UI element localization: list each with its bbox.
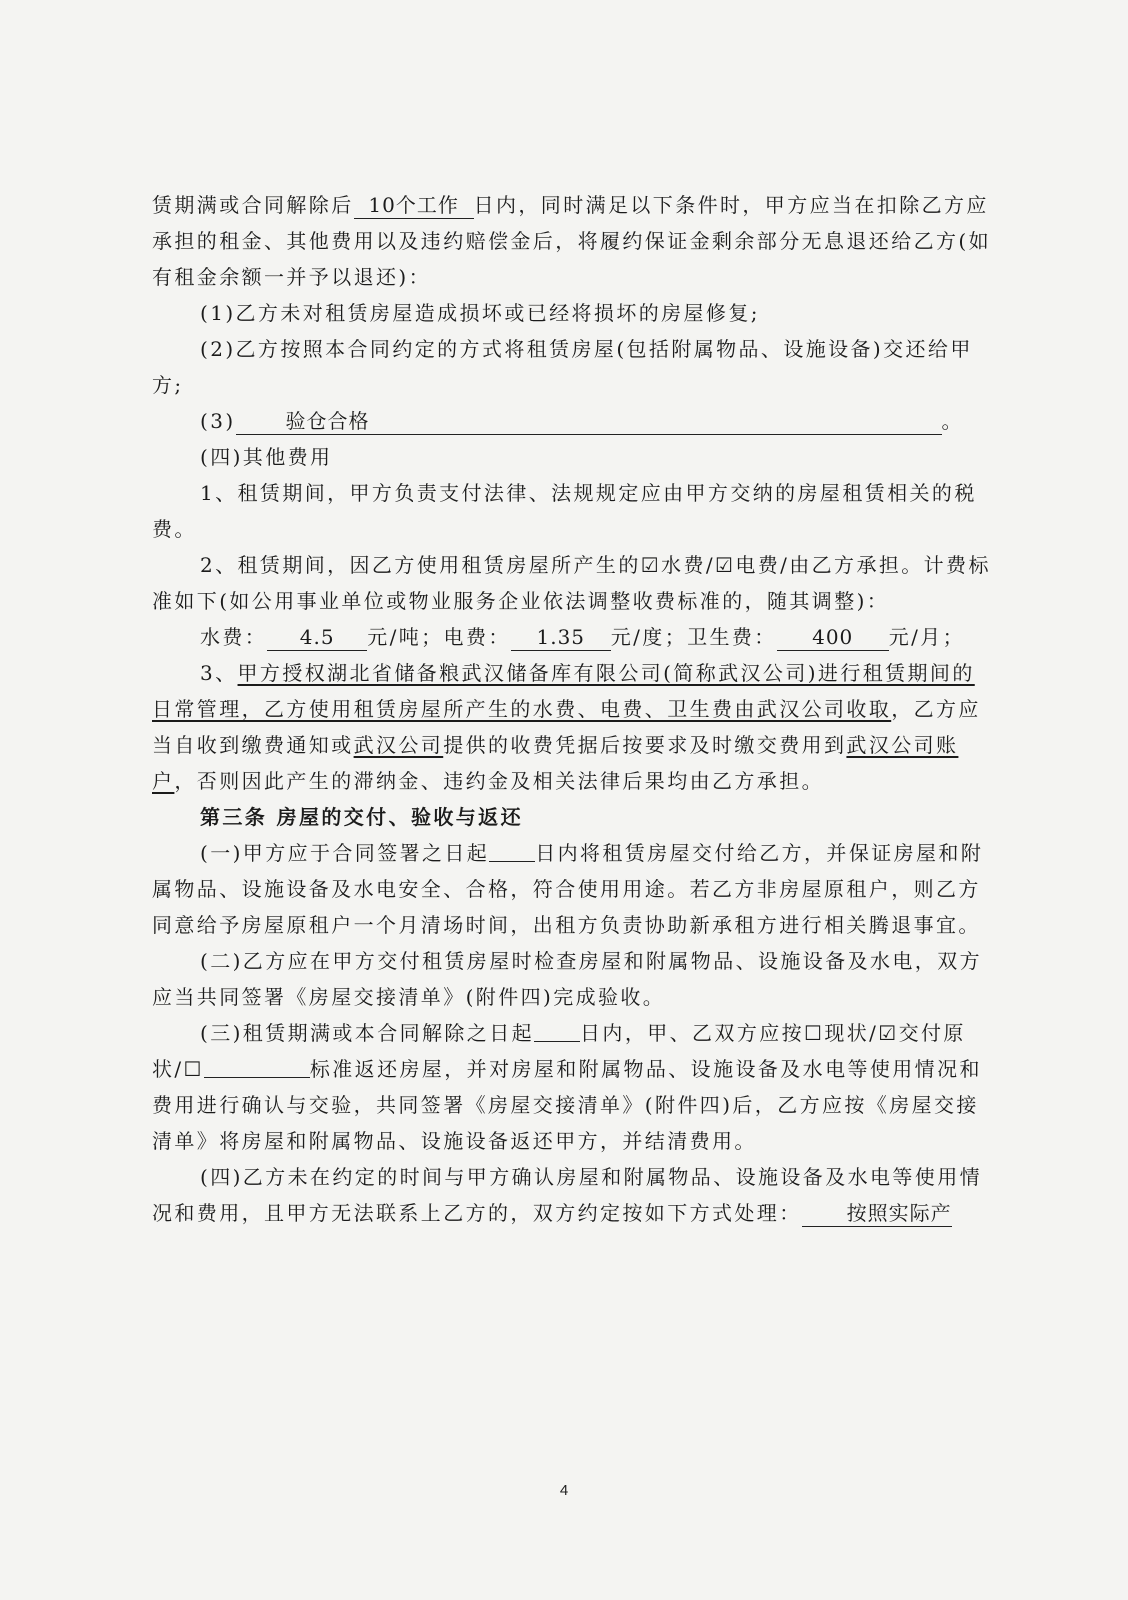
delivery-clause-1 [152, 835, 992, 943]
delivery-clause-3 [152, 1015, 992, 1159]
text-run: 日内，甲、乙双方应按☐现状/☑交付原状/☐ [152, 1021, 966, 1081]
other-standard-blank [204, 1051, 310, 1078]
return-days-blank [534, 1015, 580, 1042]
condition-3 [152, 403, 992, 439]
sanitation-fee-unit: 元/月； [888, 625, 966, 649]
text-run: 日内将租赁房屋交付给乙方，并保证房屋和附属物品、设施设备及水电安全、合格，符合使用用途。若乙方非房屋原租户，则乙方同意给予房屋原租户一个月清场时间，出租方负责协助新承租方进行相关腾退事宜。 [152, 841, 984, 937]
electricity-fee-unit: 元/度；卫生费： [610, 625, 777, 649]
fee-item-1: 1、租赁期间，甲方负责支付法律、法规规定应由甲方交纳的房屋租赁相关的税费。 [152, 481, 977, 541]
text-run: 日内，同时满足以下条件时，甲方应当在扣除乙方应承担的租金、其他费用以及违约赔偿金后，将履约保证金剩余部分无息退还给乙方(如有租金余额一并予以退还)： [152, 193, 992, 289]
water-fee-field: 4.5 [267, 624, 367, 651]
company-account: 武汉公司账户 [152, 733, 959, 793]
text-run: 标准返还房屋，并对房屋和附属物品、设施设备及水电等使用情况和费用进行确认与交验，共同签署《房屋交接清单》(附件四)后，乙方应按《房屋交接清单》将房屋和附属物品、设施设备返还甲方，并结清费用。 [152, 1057, 982, 1153]
text-run: 3、 [200, 661, 238, 685]
fee-rates-line [152, 619, 992, 655]
article-3-title: 第三条 房屋的交付、验收与返还 [200, 805, 523, 829]
section-other-fees-title: (四)其他费用 [200, 445, 333, 469]
condition-1: (1)乙方未对租赁房屋造成损坏或已经将损坏的房屋修复; [200, 301, 760, 325]
return-days-field: 10个工作 [354, 192, 474, 219]
text-run: (一)甲方应于合同签署之日起 [200, 841, 490, 865]
fee-item-3 [152, 655, 992, 799]
page-number: 4 [559, 1482, 569, 1499]
text-run: ，乙方应当自收到缴费通知或 [152, 697, 981, 757]
handling-method-field: 按照实际产 [802, 1200, 952, 1227]
delivery-clause-4 [152, 1159, 992, 1231]
delivery-clause-2: (二)乙方应在甲方交付租赁房屋时检查房屋和附属物品、设施设备及水电，双方应当共同签署《房屋交接清单》(附件四)完成验收。 [152, 949, 983, 1009]
text-run: 提供的收费凭据后按要求及时缴交费用到 [443, 733, 847, 757]
text-run: (三)租赁期满或本合同解除之日起 [200, 1021, 535, 1045]
text-run: ，否则因此产生的滞纳金、违约金及相关法律后果均由乙方承担。 [174, 769, 825, 793]
sanitation-fee-field: 400 [777, 624, 889, 651]
delivery-days-field [489, 835, 535, 862]
authorization-clause: 甲方授权湖北省储备粮武汉储备库有限公司(简称武汉公司)进行租赁期间的日常管理，乙方使用租赁房屋所产生的水费、电费、卫生费由武汉公司收取 [152, 661, 975, 721]
water-fee-unit: 元/吨；电费： [367, 625, 511, 649]
condition-3-field: 验仓合格 [236, 408, 942, 435]
water-fee-label: 水费： [200, 625, 268, 649]
text-run: 赁期满或合同解除后 [152, 193, 354, 217]
electricity-fee-field: 1.35 [511, 624, 611, 651]
text-run: 。 [941, 409, 964, 433]
condition-2: (2)乙方按照本合同约定的方式将租赁房屋(包括附属物品、设施设备)交还给甲方; [152, 337, 973, 397]
text-run: (四)乙方未在约定的时间与甲方确认房屋和附属物品、设施设备及水电等使用情况和费用，且甲方无法联系上乙方的，双方约定按如下方式处理： [152, 1165, 983, 1225]
condition-3-label: (3) [200, 409, 236, 433]
company-name: 武汉公司 [353, 733, 444, 757]
fee-item-2: 2、租赁期间，因乙方使用租赁房屋所产生的☑水费/☑电费/由乙方承担。计费标准如下(如公用事业单位或物业服务企业依法调整收费标准的，随其调整)： [152, 553, 991, 613]
document-body [152, 187, 992, 1231]
deposit-return-paragraph [152, 187, 992, 295]
